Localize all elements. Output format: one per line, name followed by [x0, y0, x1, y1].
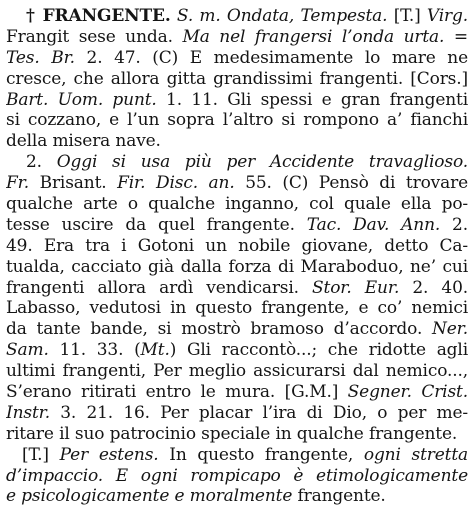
entry-text-segment: S. m. Ondata, Tempesta.: [170, 6, 388, 26]
entry-text-segment: da tante bande, si mostrò bramoso d’accordo.: [6, 319, 432, 340]
entry-text-segment: Per estens.: [59, 444, 159, 465]
entry-line-24: [6, 486, 468, 507]
entry-text-segment: Tes. Br.: [6, 47, 75, 68]
entry-text-segment: Virg.: [426, 6, 468, 26]
entry-text-segment: ) Gli raccontò...; che ridotte agli: [169, 340, 468, 361]
entry-text-segment: 2.: [440, 214, 468, 235]
entry-text-segment: d’impaccio. E ogni rompicapo è etimologicamente: [6, 465, 468, 486]
entry-text-segment: ultimi frangenti, Per meglio assicurarsi dal nemico...,: [6, 361, 468, 382]
entry-line-23: [6, 466, 468, 487]
entry-text-segment: 55. (C) Pensò di trovare: [234, 173, 468, 194]
entry-text-segment: Mt.: [140, 340, 170, 361]
entry-text-segment: ritare il suo patrocinio speciale in qualche frangente.: [6, 423, 458, 444]
entry-text-segment: cresce, che allora gitta grandissimi frangenti. [Cors.]: [6, 68, 468, 89]
entry-line-4: [6, 69, 468, 90]
entry-text-segment: 2.: [26, 152, 57, 173]
entry-text-segment: Sam.: [6, 340, 49, 361]
entry-text-segment: qualche arte o qualche inganno, col quale ella po-: [6, 194, 468, 215]
entry-text-segment: Ma nel frangersi l’onda urta.: [182, 26, 445, 47]
entry-text-segment: frangenti allora ardì vendicarsi.: [6, 277, 313, 298]
entry-line-2: [6, 27, 468, 48]
entry-line-16: [6, 319, 468, 340]
entry-text-segment: [T.]: [387, 6, 427, 26]
entry-line-3: [6, 48, 468, 69]
entry-text-segment: 11. 33. (: [48, 340, 141, 361]
entry-line-12: [6, 236, 468, 257]
entry-text-segment: FRANGENTE.: [42, 6, 171, 26]
entry-line-14: [6, 278, 468, 299]
entry-text-segment: Frangit sese unda.: [6, 26, 183, 47]
entry-text-segment: frangente.: [292, 486, 386, 507]
entry-text-segment: 3. 21. 16. Per placar l’ira di Dio, o per me-: [49, 402, 468, 423]
entry-text-segment: Oggi si usa più per Accidente travaglioso.: [56, 152, 468, 173]
entry-text-segment: 49. Era tra i Gotoni un nobile giovane, detto Ca-: [6, 235, 468, 256]
entry-line-17: [6, 340, 468, 361]
entry-text-segment: tesse uscire da quel frangente.: [6, 214, 307, 235]
entry-text-segment: Fr.: [6, 173, 30, 194]
entry-text-segment: Segner. Crist.: [347, 382, 468, 403]
entry-line-20: [6, 403, 468, 424]
entry-text-segment: e psicologicamente e moralmente: [6, 486, 293, 507]
entry-line-9: [6, 173, 468, 194]
entry-line-1: [6, 6, 468, 27]
entry-line-7: [6, 131, 468, 152]
entry-line-8: [6, 152, 468, 173]
entry-text-segment: [T.]: [22, 444, 60, 465]
entry-line-22: [6, 445, 468, 466]
entry-text-segment: S’erano ritirati entro le mura. [G.M.]: [6, 382, 348, 403]
entry-line-10: [6, 194, 468, 215]
entry-text-segment: Fir. Disc. an.: [117, 173, 235, 194]
entry-text-segment: Instr.: [6, 402, 50, 423]
entry-line-5: [6, 90, 468, 111]
entry-text-segment: tualda, cacciato già dalla forza di Maraboduo, ne’ cui: [6, 256, 468, 277]
entry-line-18: [6, 361, 468, 382]
entry-line-6: [6, 110, 468, 131]
entry-text-segment: In questo frangente,: [158, 444, 364, 465]
entry-text-segment: Bart. Uom. punt.: [6, 89, 157, 110]
entry-text-segment: 2. 47. (C) E medesimamente lo mare ne: [74, 47, 468, 68]
entry-text-segment: 1. 11. Gli spessi e gran frangenti: [156, 89, 468, 110]
entry-line-21: [6, 424, 468, 445]
entry-line-13: [6, 257, 468, 278]
entry-text-segment: Labasso, vedutosi in questo frangente, e co’ nemici: [6, 298, 468, 319]
entry-line-19: [6, 382, 468, 403]
entry-text-segment: †: [26, 6, 43, 26]
entry-text-segment: Ner.: [432, 319, 468, 340]
entry-line-11: [6, 215, 468, 236]
entry-text-segment: =: [444, 26, 468, 47]
entry-text-segment: della misera nave.: [6, 131, 161, 152]
dictionary-entry-frangente: [6, 6, 468, 507]
entry-text-segment: ogni stretta: [363, 444, 468, 465]
entry-text-segment: si cozzano, e l’un sopra l’altro si rompono a’ fianchi: [6, 110, 468, 131]
entry-text-segment: Stor. Eur.: [312, 277, 400, 298]
entry-line-15: [6, 298, 468, 319]
entry-text-segment: 2. 40.: [399, 277, 468, 298]
entry-text-segment: Brisant.: [29, 173, 118, 194]
entry-text-segment: Tac. Dav. Ann.: [306, 214, 441, 235]
